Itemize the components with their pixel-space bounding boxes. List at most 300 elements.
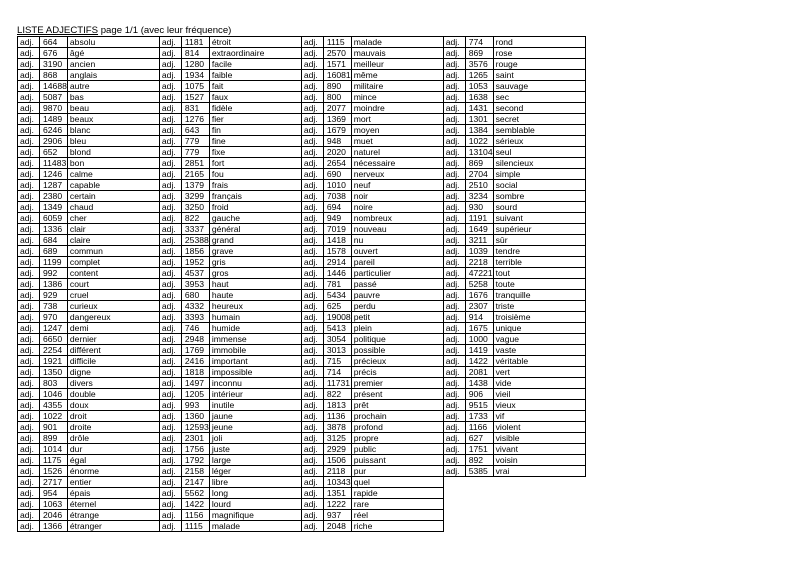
adjective-cell: précis: [351, 367, 443, 378]
adjective-cell: gros: [209, 268, 301, 279]
frequency-cell: 1247: [40, 323, 68, 334]
frequency-cell: 1175: [40, 455, 68, 466]
frequency-cell: 1205: [181, 389, 209, 400]
adjective-cell: grave: [209, 246, 301, 257]
adjective-cell: cruel: [67, 290, 159, 301]
table-row: [18, 334, 586, 345]
adjective-cell: moyen: [351, 125, 443, 136]
pos-tag-cell: adj.: [301, 81, 323, 92]
adjective-cell: long: [209, 488, 301, 499]
frequency-cell: 1039: [465, 246, 493, 257]
frequency-cell: 2416: [181, 356, 209, 367]
table-row: [18, 70, 586, 81]
empty-cell: [493, 521, 585, 532]
pos-tag-cell: adj.: [18, 400, 40, 411]
frequency-cell: 1246: [40, 169, 68, 180]
adjective-cell: immense: [209, 334, 301, 345]
pos-tag-cell: adj.: [159, 268, 181, 279]
adjective-cell: suivant: [493, 213, 585, 224]
pos-tag-cell: adj.: [159, 169, 181, 180]
frequency-cell: 992: [40, 268, 68, 279]
frequency-cell: 684: [40, 235, 68, 246]
pos-tag-cell: adj.: [301, 202, 323, 213]
adjective-cell: naturel: [351, 147, 443, 158]
pos-tag-cell: adj.: [301, 367, 323, 378]
frequency-cell: 3878: [323, 422, 351, 433]
pos-tag-cell: adj.: [443, 279, 465, 290]
frequency-cell: 949: [323, 213, 351, 224]
frequency-cell: 1856: [181, 246, 209, 257]
table-row: [18, 444, 586, 455]
pos-tag-cell: adj.: [18, 444, 40, 455]
adjective-cell: fine: [209, 136, 301, 147]
adjective-cell: mauvais: [351, 48, 443, 59]
pos-tag-cell: adj.: [159, 367, 181, 378]
table-row: [18, 125, 586, 136]
pos-tag-cell: adj.: [443, 81, 465, 92]
adjective-cell: court: [67, 279, 159, 290]
pos-tag-cell: adj.: [159, 158, 181, 169]
adjective-cell: nu: [351, 235, 443, 246]
frequency-cell: 892: [465, 455, 493, 466]
pos-tag-cell: adj.: [159, 444, 181, 455]
frequency-cell: 2704: [465, 169, 493, 180]
adjective-cell: sourd: [493, 202, 585, 213]
table-row: [18, 433, 586, 444]
table-row: [18, 158, 586, 169]
pos-tag-cell: adj.: [159, 323, 181, 334]
adjective-cell: pur: [351, 466, 443, 477]
pos-tag-cell: adj.: [18, 433, 40, 444]
table-row: [18, 510, 586, 521]
pos-tag-cell: adj.: [159, 103, 181, 114]
frequency-cell: 993: [181, 400, 209, 411]
adjective-cell: vide: [493, 378, 585, 389]
adjective-cell: content: [67, 268, 159, 279]
adjective-cell: réel: [351, 510, 443, 521]
adjective-cell: dernier: [67, 334, 159, 345]
pos-tag-cell: adj.: [301, 312, 323, 323]
adjective-cell: rare: [351, 499, 443, 510]
adjective-cell: tranquille: [493, 290, 585, 301]
adjective-cell: inconnu: [209, 378, 301, 389]
pos-tag-cell: adj.: [159, 279, 181, 290]
pos-tag-cell: adj.: [301, 114, 323, 125]
frequency-cell: 3125: [323, 433, 351, 444]
adjective-cell: perdu: [351, 301, 443, 312]
adjective-cell: étrange: [67, 510, 159, 521]
pos-tag-cell: adj.: [301, 356, 323, 367]
adjective-cell: vert: [493, 367, 585, 378]
frequency-cell: 869: [465, 48, 493, 59]
frequency-cell: 19008: [323, 312, 351, 323]
frequency-cell: 970: [40, 312, 68, 323]
frequency-cell: 948: [323, 136, 351, 147]
frequency-cell: 2020: [323, 147, 351, 158]
pos-tag-cell: adj.: [301, 235, 323, 246]
adjective-cell: impossible: [209, 367, 301, 378]
pos-tag-cell: adj.: [159, 246, 181, 257]
frequency-cell: 9870: [40, 103, 68, 114]
frequency-cell: 899: [40, 433, 68, 444]
pos-tag-cell: adj.: [159, 455, 181, 466]
table-row: [18, 356, 586, 367]
pos-tag-cell: adj.: [301, 48, 323, 59]
pos-tag-cell: adj.: [301, 499, 323, 510]
pos-tag-cell: adj.: [443, 257, 465, 268]
pos-tag-cell: adj.: [159, 510, 181, 521]
table-row: [18, 169, 586, 180]
adjective-cell: chaud: [67, 202, 159, 213]
pos-tag-cell: adj.: [159, 59, 181, 70]
frequency-cell: 2147: [181, 477, 209, 488]
adjective-cell: rapide: [351, 488, 443, 499]
table-row: [18, 521, 586, 532]
adjective-cell: voisin: [493, 455, 585, 466]
pos-tag-cell: adj.: [18, 290, 40, 301]
pos-tag-cell: adj.: [443, 444, 465, 455]
pos-tag-cell: adj.: [159, 334, 181, 345]
adjective-cell: général: [209, 224, 301, 235]
pos-tag-cell: adj.: [18, 147, 40, 158]
adjective-cell: haut: [209, 279, 301, 290]
frequency-cell: 929: [40, 290, 68, 301]
adjective-cell: violent: [493, 422, 585, 433]
frequency-cell: 7038: [323, 191, 351, 202]
frequency-cell: 5258: [465, 279, 493, 290]
frequency-cell: 1578: [323, 246, 351, 257]
frequency-cell: 1679: [323, 125, 351, 136]
adjective-cell: sûr: [493, 235, 585, 246]
pos-tag-cell: adj.: [159, 422, 181, 433]
adjective-cell: jeune: [209, 422, 301, 433]
frequency-cell: 1751: [465, 444, 493, 455]
empty-cell: [443, 499, 465, 510]
frequency-cell: 1075: [181, 81, 209, 92]
frequency-cell: 689: [40, 246, 68, 257]
pos-tag-cell: adj.: [443, 37, 465, 48]
pos-tag-cell: adj.: [18, 499, 40, 510]
adjective-cell: tout: [493, 268, 585, 279]
frequency-cell: 906: [465, 389, 493, 400]
frequency-cell: 2301: [181, 433, 209, 444]
pos-tag-cell: adj.: [301, 521, 323, 532]
frequency-cell: 2717: [40, 477, 68, 488]
adjective-cell: gauche: [209, 213, 301, 224]
pos-tag-cell: adj.: [159, 37, 181, 48]
table-row: [18, 180, 586, 191]
table-row: [18, 103, 586, 114]
pos-tag-cell: adj.: [301, 279, 323, 290]
pos-tag-cell: adj.: [301, 389, 323, 400]
adjective-cell: puissant: [351, 455, 443, 466]
adjective-cell: nouveau: [351, 224, 443, 235]
pos-tag-cell: adj.: [301, 213, 323, 224]
pos-tag-cell: adj.: [159, 147, 181, 158]
frequency-cell: 3393: [181, 312, 209, 323]
adjective-cell: vague: [493, 334, 585, 345]
pos-tag-cell: adj.: [443, 455, 465, 466]
adjective-cell: nécessaire: [351, 158, 443, 169]
pos-tag-cell: adj.: [159, 521, 181, 532]
adjective-cell: bon: [67, 158, 159, 169]
frequency-cell: 1526: [40, 466, 68, 477]
table-row: [18, 147, 586, 158]
pos-tag-cell: adj.: [301, 191, 323, 202]
frequency-cell: 1675: [465, 323, 493, 334]
empty-cell: [443, 521, 465, 532]
frequency-cell: 1350: [40, 367, 68, 378]
pos-tag-cell: adj.: [301, 301, 323, 312]
frequency-cell: 1497: [181, 378, 209, 389]
frequency-cell: 2380: [40, 191, 68, 202]
pos-tag-cell: adj.: [443, 356, 465, 367]
adjective-cell: petit: [351, 312, 443, 323]
pos-tag-cell: adj.: [301, 125, 323, 136]
pos-tag-cell: adj.: [443, 191, 465, 202]
pos-tag-cell: adj.: [159, 191, 181, 202]
frequency-cell: 1115: [181, 521, 209, 532]
frequency-cell: 2948: [181, 334, 209, 345]
frequency-cell: 781: [323, 279, 351, 290]
frequency-cell: 11731: [323, 378, 351, 389]
pos-tag-cell: adj.: [301, 334, 323, 345]
frequency-cell: 1638: [465, 92, 493, 103]
empty-cell: [465, 477, 493, 488]
adjective-cell: éternel: [67, 499, 159, 510]
adjective-cell: vaste: [493, 345, 585, 356]
adjective-cell: silencieux: [493, 158, 585, 169]
table-row: [18, 114, 586, 125]
pos-tag-cell: adj.: [301, 136, 323, 147]
adjective-cell: beaux: [67, 114, 159, 125]
frequency-cell: 2914: [323, 257, 351, 268]
pos-tag-cell: adj.: [159, 477, 181, 488]
frequency-cell: 715: [323, 356, 351, 367]
frequency-cell: 5385: [465, 466, 493, 477]
empty-cell: [465, 499, 493, 510]
frequency-cell: 954: [40, 488, 68, 499]
adjective-cell: public: [351, 444, 443, 455]
adjective-cell: premier: [351, 378, 443, 389]
pos-tag-cell: adj.: [301, 422, 323, 433]
pos-tag-cell: adj.: [18, 279, 40, 290]
pos-tag-cell: adj.: [18, 521, 40, 532]
adjective-cell: second: [493, 103, 585, 114]
table-row: [18, 477, 586, 488]
table-row: [18, 246, 586, 257]
pos-tag-cell: adj.: [159, 213, 181, 224]
adjective-cell: mince: [351, 92, 443, 103]
pos-tag-cell: adj.: [301, 103, 323, 114]
pos-tag-cell: adj.: [301, 257, 323, 268]
table-row: [18, 213, 586, 224]
adjective-cell: curieux: [67, 301, 159, 312]
adjective-cell: politique: [351, 334, 443, 345]
pos-tag-cell: adj.: [443, 59, 465, 70]
adjective-cell: faible: [209, 70, 301, 81]
pos-tag-cell: adj.: [159, 400, 181, 411]
adjective-cell: difficile: [67, 356, 159, 367]
adjective-cell: lourd: [209, 499, 301, 510]
adjective-cell: certain: [67, 191, 159, 202]
table-row: [18, 301, 586, 312]
adjective-cell: blond: [67, 147, 159, 158]
adjective-cell: fixe: [209, 147, 301, 158]
frequency-cell: 3953: [181, 279, 209, 290]
frequency-cell: 1422: [181, 499, 209, 510]
frequency-cell: 1506: [323, 455, 351, 466]
adjective-cell: terrible: [493, 257, 585, 268]
pos-tag-cell: adj.: [443, 125, 465, 136]
adjective-cell: léger: [209, 466, 301, 477]
empty-cell: [443, 477, 465, 488]
adjective-cell: intérieur: [209, 389, 301, 400]
pos-tag-cell: adj.: [159, 290, 181, 301]
pos-tag-cell: adj.: [159, 114, 181, 125]
table-row: [18, 411, 586, 422]
adjective-cell: malade: [209, 521, 301, 532]
table-row: [18, 499, 586, 510]
frequency-cell: 1156: [181, 510, 209, 521]
pos-tag-cell: adj.: [443, 433, 465, 444]
frequency-cell: 4332: [181, 301, 209, 312]
adjective-cell: prochain: [351, 411, 443, 422]
frequency-cell: 1349: [40, 202, 68, 213]
adjective-cell: bas: [67, 92, 159, 103]
frequency-cell: 2254: [40, 345, 68, 356]
adjective-cell: inutile: [209, 400, 301, 411]
adjective-cell: facile: [209, 59, 301, 70]
adjective-cell: seul: [493, 147, 585, 158]
adjective-cell: rose: [493, 48, 585, 59]
pos-tag-cell: adj.: [159, 499, 181, 510]
table-row: [18, 400, 586, 411]
adjective-cell: pareil: [351, 257, 443, 268]
frequency-cell: 1419: [465, 345, 493, 356]
pos-tag-cell: adj.: [18, 59, 40, 70]
pos-tag-cell: adj.: [159, 257, 181, 268]
table-row: [18, 323, 586, 334]
pos-tag-cell: adj.: [443, 345, 465, 356]
pos-tag-cell: adj.: [443, 466, 465, 477]
pos-tag-cell: adj.: [18, 202, 40, 213]
frequency-cell: 3013: [323, 345, 351, 356]
pos-tag-cell: adj.: [159, 312, 181, 323]
pos-tag-cell: adj.: [159, 235, 181, 246]
adjective-cell: étroit: [209, 37, 301, 48]
adjective-cell: immobile: [209, 345, 301, 356]
adjective-cell: beau: [67, 103, 159, 114]
pos-tag-cell: adj.: [18, 389, 40, 400]
adjective-cell: moindre: [351, 103, 443, 114]
frequency-cell: 2158: [181, 466, 209, 477]
pos-tag-cell: adj.: [301, 158, 323, 169]
pos-tag-cell: adj.: [443, 246, 465, 257]
frequency-cell: 2048: [323, 521, 351, 532]
table-row: [18, 235, 586, 246]
table-row: [18, 312, 586, 323]
adjective-cell: froid: [209, 202, 301, 213]
frequency-cell: 1287: [40, 180, 68, 191]
pos-tag-cell: adj.: [301, 488, 323, 499]
adjective-cell: vrai: [493, 466, 585, 477]
frequency-cell: 1676: [465, 290, 493, 301]
frequency-cell: 1181: [181, 37, 209, 48]
frequency-cell: 3576: [465, 59, 493, 70]
adjective-cell: libre: [209, 477, 301, 488]
pos-tag-cell: adj.: [301, 477, 323, 488]
adjective-cell: sombre: [493, 191, 585, 202]
frequency-cell: 2851: [181, 158, 209, 169]
empty-cell: [465, 488, 493, 499]
frequency-cell: 1063: [40, 499, 68, 510]
empty-cell: [493, 477, 585, 488]
frequency-cell: 746: [181, 323, 209, 334]
frequency-cell: 694: [323, 202, 351, 213]
adjective-cell: semblable: [493, 125, 585, 136]
adjective-cell: fou: [209, 169, 301, 180]
pos-tag-cell: adj.: [159, 224, 181, 235]
frequency-cell: 930: [465, 202, 493, 213]
adjective-cell: juste: [209, 444, 301, 455]
frequency-cell: 1046: [40, 389, 68, 400]
frequency-cell: 1527: [181, 92, 209, 103]
adjective-cell: fidèle: [209, 103, 301, 114]
adjective-cell: frais: [209, 180, 301, 191]
pos-tag-cell: adj.: [18, 180, 40, 191]
pos-tag-cell: adj.: [159, 48, 181, 59]
adjective-cell: vieux: [493, 400, 585, 411]
pos-tag-cell: adj.: [18, 136, 40, 147]
frequency-cell: 869: [465, 158, 493, 169]
pos-tag-cell: adj.: [301, 147, 323, 158]
adjective-cell: droit: [67, 411, 159, 422]
pos-tag-cell: adj.: [18, 158, 40, 169]
pos-tag-cell: adj.: [301, 411, 323, 422]
adjective-cell: double: [67, 389, 159, 400]
pos-tag-cell: adj.: [443, 334, 465, 345]
frequency-cell: 1756: [181, 444, 209, 455]
table-row: [18, 37, 586, 48]
pos-tag-cell: adj.: [159, 488, 181, 499]
frequency-cell: 738: [40, 301, 68, 312]
adjective-cell: fier: [209, 114, 301, 125]
table-row: [18, 48, 586, 59]
pos-tag-cell: adj.: [18, 334, 40, 345]
frequency-cell: 2906: [40, 136, 68, 147]
table-row: [18, 367, 586, 378]
pos-tag-cell: adj.: [18, 191, 40, 202]
adjective-cell: humain: [209, 312, 301, 323]
frequency-cell: 1418: [323, 235, 351, 246]
pos-tag-cell: adj.: [159, 125, 181, 136]
adjective-cell: droite: [67, 422, 159, 433]
adjective-cell: égal: [67, 455, 159, 466]
pos-tag-cell: adj.: [443, 114, 465, 125]
adjective-cell: dur: [67, 444, 159, 455]
table-row: [18, 202, 586, 213]
adjective-cell: sec: [493, 92, 585, 103]
frequency-cell: 47221: [465, 268, 493, 279]
frequency-cell: 1115: [323, 37, 351, 48]
pos-tag-cell: adj.: [301, 290, 323, 301]
adjective-cell: unique: [493, 323, 585, 334]
adjective-cell: autre: [67, 81, 159, 92]
pos-tag-cell: adj.: [301, 323, 323, 334]
frequency-cell: 1386: [40, 279, 68, 290]
frequency-cell: 1369: [323, 114, 351, 125]
